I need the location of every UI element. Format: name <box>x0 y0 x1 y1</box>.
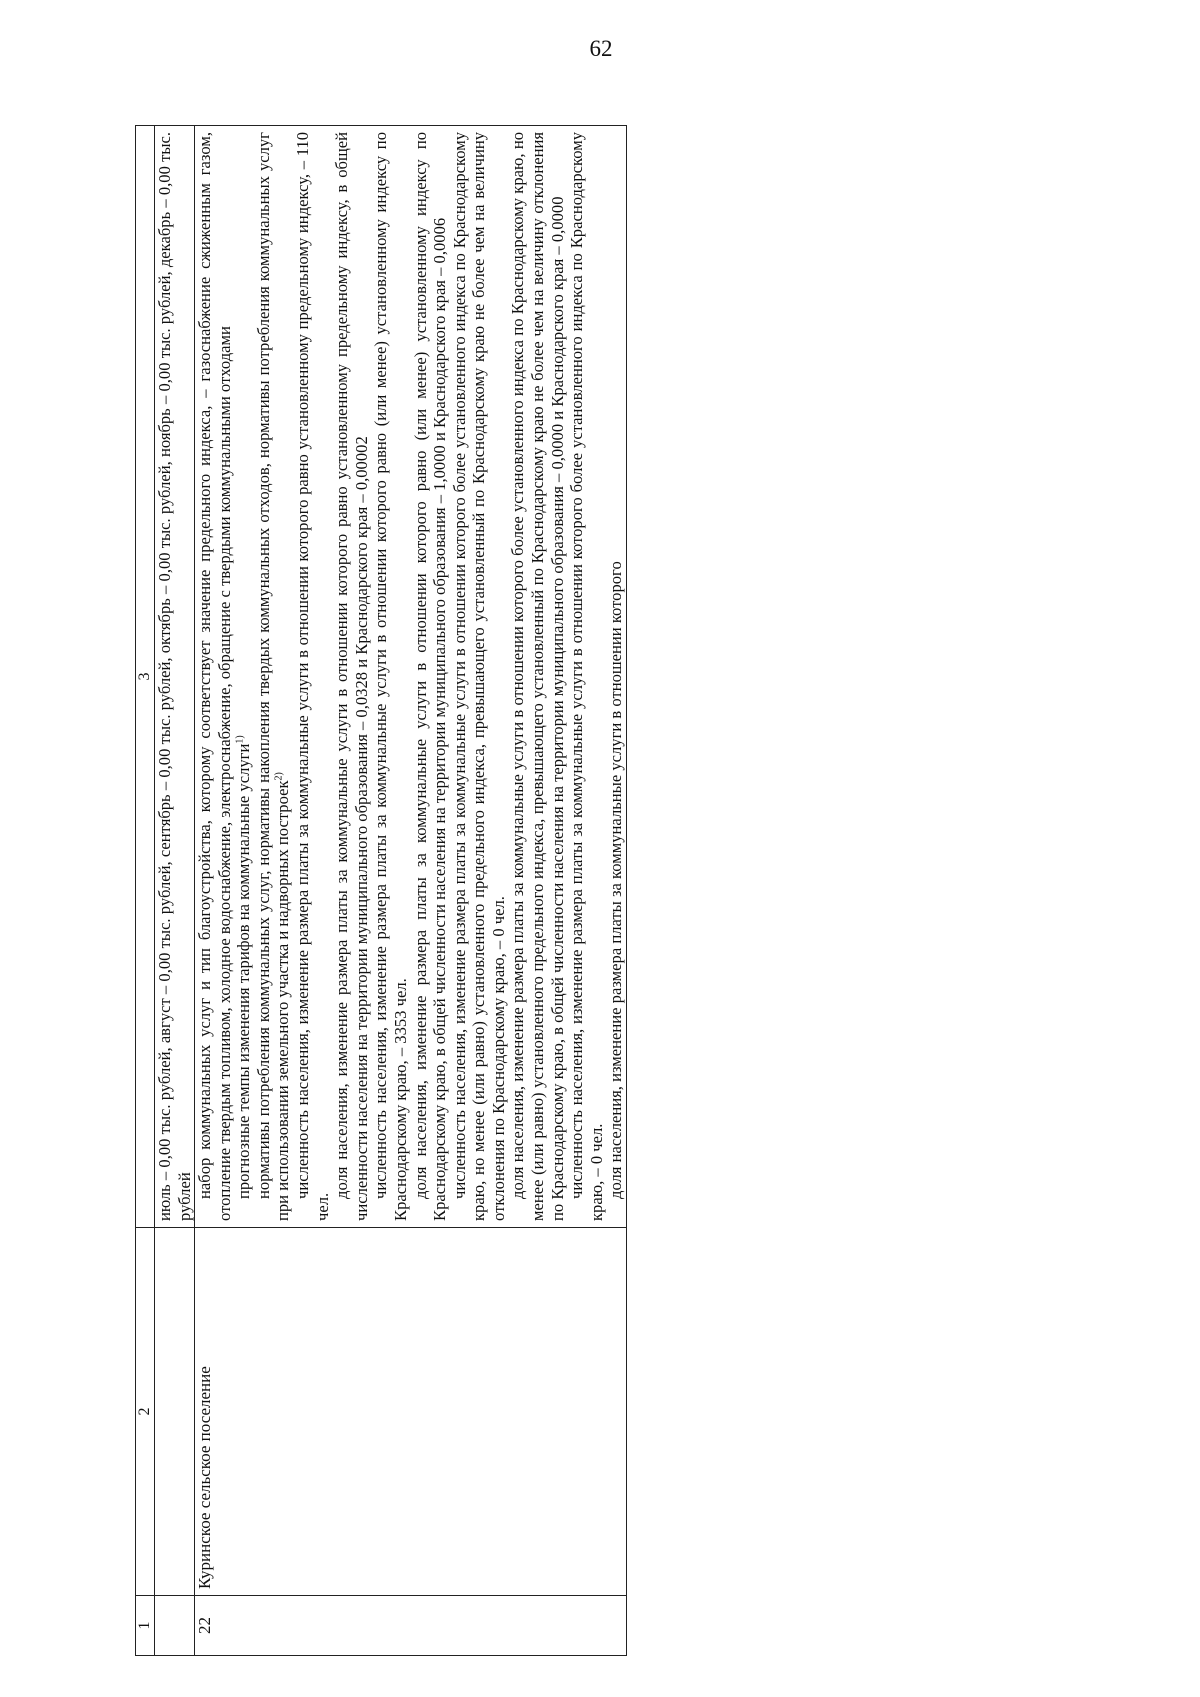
continuation-paragraph: июль – 0,00 тыс. рублей, август – 0,00 тыс. рублей, сентябрь – 0,00 тыс. рублей, октябрь – 0,00 тыс. рублей, ноябрь – 0,00 тыс. рублей, декабрь – 0,00 тыс. рублей <box>155 132 194 1221</box>
rotated-table-inner <box>135 126 1040 1656</box>
paragraph-population-less: численность населения, изменение размера платы за коммунальные услуги в отношении которого равно (или менее) установленному индексу по Краснодарскому краю, – 3353 чел. <box>371 132 410 1221</box>
paragraph-norms <box>254 132 293 1221</box>
page-number: 62 <box>589 36 613 61</box>
header-col-1: 1 <box>136 1596 155 1656</box>
paragraph-tariff-rates-text: прогнозные темпы изменения тарифов на коммунальные услуги <box>234 743 254 1199</box>
footnote-mark-1: 1) <box>234 735 246 744</box>
data-table <box>135 125 627 1656</box>
header-col-2: 2 <box>136 1228 155 1596</box>
row-number: 22 <box>195 1596 627 1656</box>
paragraph-share-more: доля населения, изменение размера платы за коммунальные услуги в отношении которого <box>606 561 626 1199</box>
paragraph-services-set: набор коммунальных услуг и тип благоустройства, которому соответствует значение предельного индекса, – газоснабжение сжиженным газом, отопление твердым топливом, холодное водоснабжение, электроснабжение, обращение с твердыми коммунальными отходами <box>195 132 234 1221</box>
paragraph-share-between: доля населения, изменение размера платы за коммунальные услуги в отношении которого более установленного индекса по Краснодарскому краю, но менее (или равно) установленного предельного индекса, превышающего установленный по Краснодарскому краю не более чем на величину отклонения по Краснодарскому краю, в общей численности населения на территории муниципального образования – 0,0000 и Краснодарского края – 0,0000 <box>508 132 567 1221</box>
rotated-table-wrapper <box>135 126 1040 1656</box>
settlement-name: Куринское сельское поселение <box>195 1228 627 1596</box>
paragraph-population-more: численность населения, изменение размера платы за коммунальные услуги в отношении которого более установленного индекса по Краснодарскому краю, – 0 чел. <box>567 132 606 1221</box>
paragraph-norms-text: нормативы потребления коммунальных услуг, нормативы накопления твердых коммунальных отходов, нормативы потребления коммунальных услуг при использовании земельного участка и надворных построек <box>253 132 293 1221</box>
table-header-row <box>136 126 155 1656</box>
continuation-col-2 <box>155 1228 195 1596</box>
continuation-col-3 <box>155 126 195 1228</box>
paragraph-population-equal: численность населения, изменение размера платы за коммунальные услуги в отношении которого равно установленному предельному индексу, – 110 чел. <box>293 132 332 1221</box>
paragraph-share-less: доля населения, изменение размера платы за коммунальные услуги в отношении которого равно (или менее) установленному индексу по Краснодарскому краю, в общей численности населения на территории муниципального образования – 1,0000 и Краснодарского края – 0,0006 <box>410 132 450 1221</box>
footnote-mark-2: 2) <box>273 772 285 781</box>
row-details <box>195 126 627 1228</box>
paragraph-share-equal: доля населения, изменение размера платы за коммунальные услуги в отношении которого равно установленному предельному индексу, в общей численности населения на территории муниципального образования – 0,0328 и Краснодарского края – 0,00002 <box>332 132 371 1221</box>
paragraph-tariff-rates <box>234 132 254 1221</box>
table-row-22 <box>195 126 627 1656</box>
header-col-3: 3 <box>136 126 155 1228</box>
continuation-col-1 <box>155 1596 195 1656</box>
paragraph-population-between: численность населения, изменение размера платы за коммунальные услуги в отношении которого более установленного индекса по Краснодарскому краю, но менее (или равно) установленного предельного индекса, превышающего установленный по Краснодарскому краю не более чем на величину отклонения по Краснодарскому краю, – 0 чел. <box>449 132 508 1221</box>
table-row-continuation <box>155 126 195 1656</box>
